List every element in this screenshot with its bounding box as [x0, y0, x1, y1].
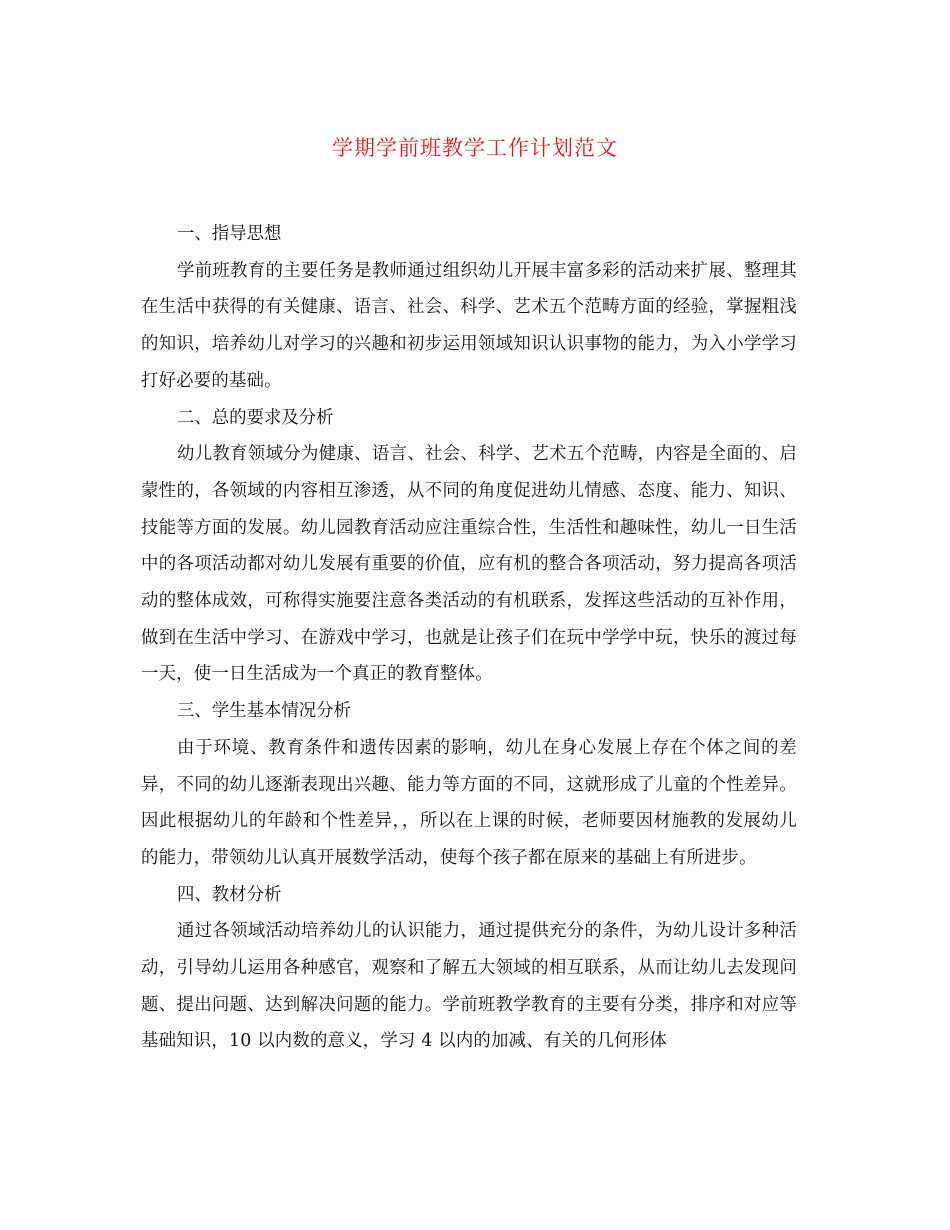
section-paragraph: 幼儿教育领域分为健康、语言、社会、科学、艺术五个范畴，内容是全面的、启蒙性的，各领域的内容相互渗透，从不同的角度促进幼儿情感、态度、能力、知识、技能等方面的发展。幼儿园教育活动应注重综合性，生活性和趣味性，幼儿一日生活中的各项活动都对幼儿发展有重要的价值，应有机的整合各项活动，努力提高各项活动的整体成效，可称得实施要注意各类活动的有机联系，发挥这些活动的互补作用，做到在生活中学习、在游戏中学习，也就是让孩子们在玩中学学中玩，快乐的渡过每一天，使一日生活成为一个真正的教育整体。: [141, 444, 797, 685]
document-body: [141, 216, 797, 1060]
section-student-analysis: [141, 693, 797, 877]
section-material-analysis: [141, 877, 797, 1061]
section-paragraph: 学前班教育的主要任务是教师通过组织幼儿开展丰富多彩的活动来扩展、整理其在生活中获得的有关健康、语言、社会、科学、艺术五个范畴方面的经验，掌握粗浅的知识，培养幼儿对学习的兴趣和初步运用领域知识认识事物的能力，为入小学学习打好必要的基础。: [141, 260, 797, 391]
section-heading: 二、总的要求及分析: [177, 407, 334, 428]
section-heading: 四、教材分析: [177, 884, 282, 905]
section-heading: 三、学生基本情况分析: [177, 701, 351, 722]
section-paragraph: 通过各领域活动培养幼儿的认识能力，通过提供充分的条件，为幼儿设计多种活动，引导幼儿运用各种感官，观察和了解五大领域的相互联系，从而让幼儿去发现问题、提出问题、达到解决问题的能力。学前班教学教育的主要有分类，排序和对应等基础知识，10 以内数的意义，学习 4 以内的加减、有关的几何形体: [141, 921, 797, 1052]
document-title: 学期学前班教学工作计划范文: [332, 136, 618, 160]
section-heading: 一、指导思想: [177, 224, 282, 244]
section-guiding-ideology: [141, 216, 797, 400]
section-requirements-analysis: [141, 400, 797, 694]
section-paragraph: 由于环境、教育条件和遗传因素的影响，幼儿在身心发展上存在个体之间的差异，不同的幼儿逐渐表现出兴趣、能力等方面的不同，这就形成了儿童的个性差异。因此根据幼儿的年龄和个性差异，，所以在上课的时候，老师要因材施教的发展幼儿的能力，带领幼儿认真开展数学活动，使每个孩子都在原来的基础上有所进步。: [141, 737, 797, 868]
